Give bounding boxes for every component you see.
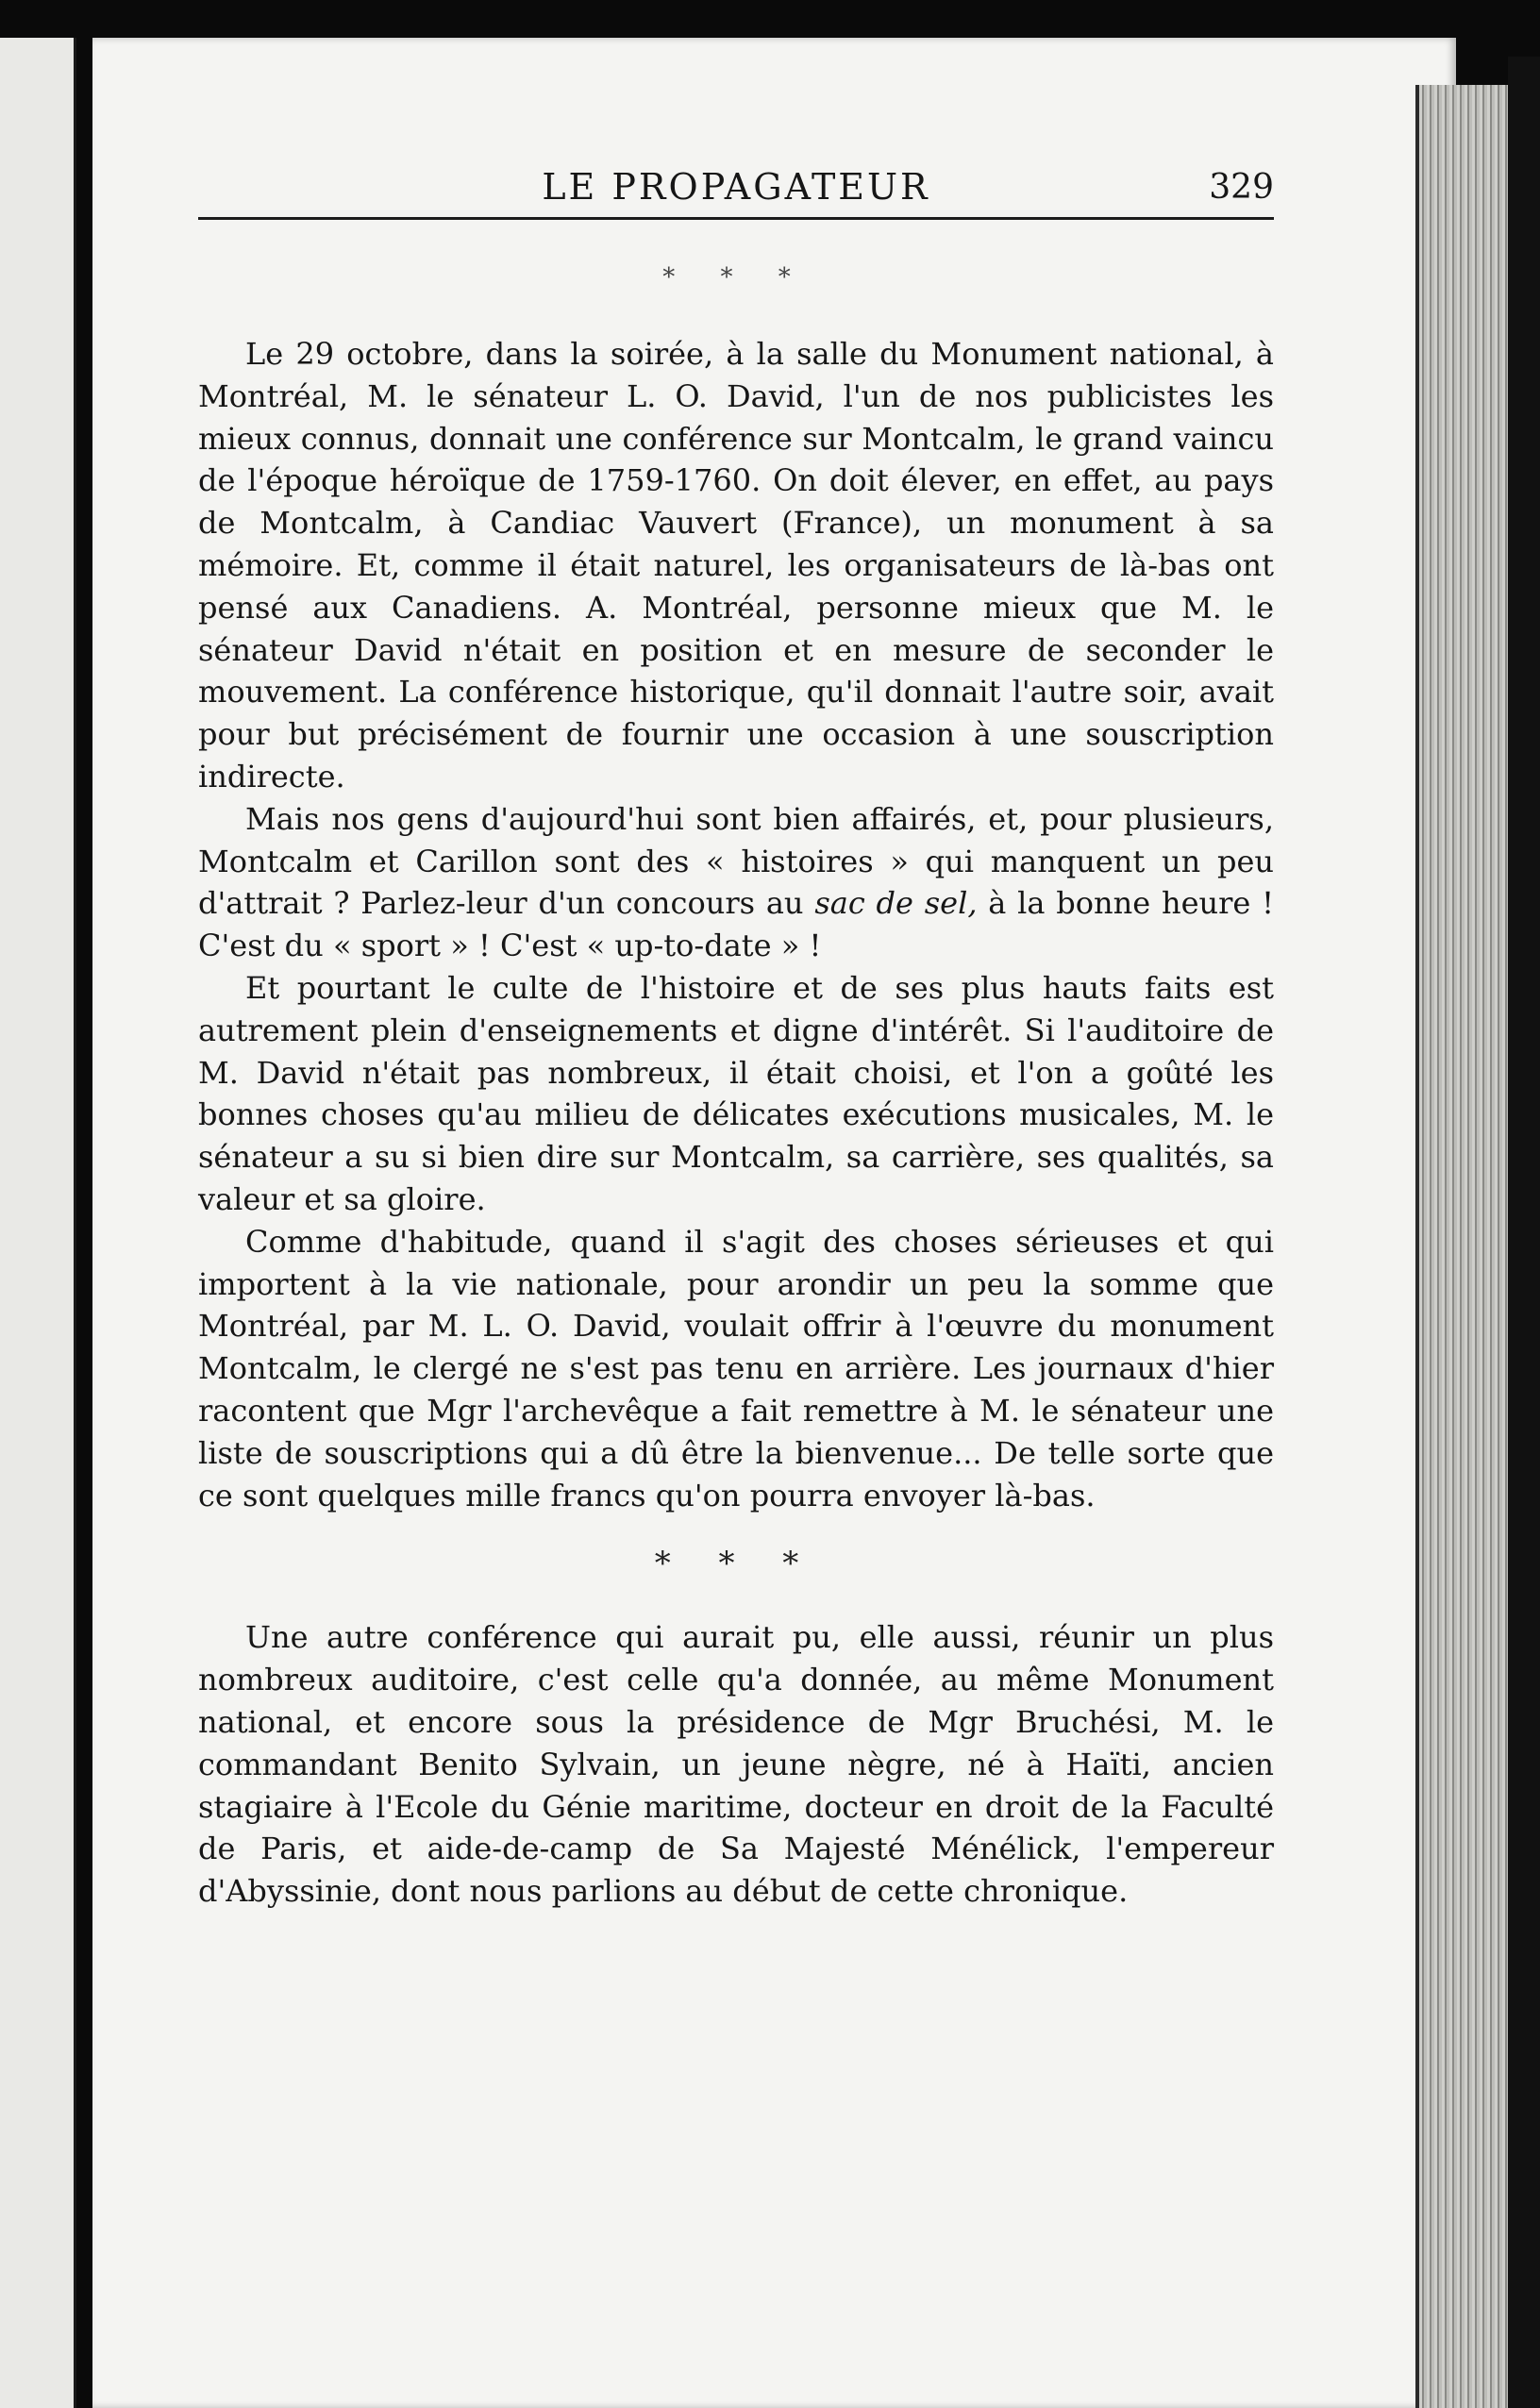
- page-number: 329: [1209, 168, 1274, 207]
- running-title: LE PROPAGATEUR: [542, 166, 930, 208]
- italic-phrase: sac de sel,: [814, 885, 978, 922]
- paragraph: Et pourtant le culte de l'histoire et de ses plus hauts faits est autrement plein d'enseignements et digne d'intérêt. Si l'auditoire de M. David n'était pas nombreux, il était choisi, et l'on a goûté les bonnes choses qu'au milieu de délicates exécutions musicales, M. le sénateur a su si bien dire sur Montcalm, sa carrière, ses qualités, sa valeur et sa gloire.: [198, 969, 1274, 1217]
- section-separator: * * *: [654, 1545, 818, 1583]
- page-content: [198, 160, 1274, 1913]
- book-cover-edge: [1508, 57, 1540, 2408]
- page-stack-edges: [1415, 85, 1523, 2408]
- paragraph: Le 29 octobre, dans la soirée, à la salle du Monument national, à Montréal, M. le sénateur L. O. David, l'un de nos publicistes les mieux connus, donnait une conférence sur Montcalm, le grand vaincu de l'époque héroïque de 1759-1760. On doit élever, en effet, au pays de Montcalm, à Candiac Vauvert (France), un monument à sa mémoire. Et, comme il était naturel, les organisateurs de là-bas ont pensé aux Canadiens. A. Montréal, personne mieux que M. le sénateur David n'était en position et en mesure de seconder le mouvement. La conférence historique, qu'il donnait l'autre soir, avait pour but précisément de fournir une occasion à une souscription indirecte.: [198, 336, 1274, 794]
- paragraph: Comme d'habitude, quand il s'agit des choses sérieuses et qui importent à la vie nationale, pour arondir un peu la somme que Montréal, par M. L. O. David, voulait offrir à l'œuvre du monument Montcalm, le clergé ne s'est pas tenu en arrière. Les journaux d'hier racontent que Mgr l'archevêque a fait remettre à M. le sénateur une liste de souscriptions qui a dû être la bienvenue... De telle sorte que ce sont quelques mille francs qu'on pourra envoyer là-bas.: [198, 1223, 1274, 1513]
- paragraph: Une autre conférence qui aurait pu, elle aussi, réunir un plus nombreux auditoire, c'est celle qu'a donnée, au même Monument national, et encore sous la présidence de Mgr Bruchési, M. le commandant Benito Sylvain, un jeune nègre, né à Haïti, ancien stagiaire à l'Ecole du Génie maritime, docteur en droit de la Faculté de Paris, et aide-de-camp de Sa Majesté Ménélick, l'empereur d'Abyssinie, dont nous parlions au début de cette chronique.: [198, 1619, 1274, 1910]
- running-header: [198, 160, 1274, 220]
- paragraph-text: Mais nos gens d'aujourd'hui sont bien affairés, et, pour plusieurs, Montcalm et Carillon sont des « histoires » qui manquent un peu d'attrait ? Parlez-leur d'un concours au: [198, 800, 1274, 922]
- paragraph: [198, 798, 1274, 967]
- section-separator: * * *: [662, 263, 810, 292]
- facing-page-edge: [0, 38, 76, 2408]
- paragraph-text: à la bonne heure ! C'est du « sport » ! C'est « up-to-date » !: [198, 885, 1275, 964]
